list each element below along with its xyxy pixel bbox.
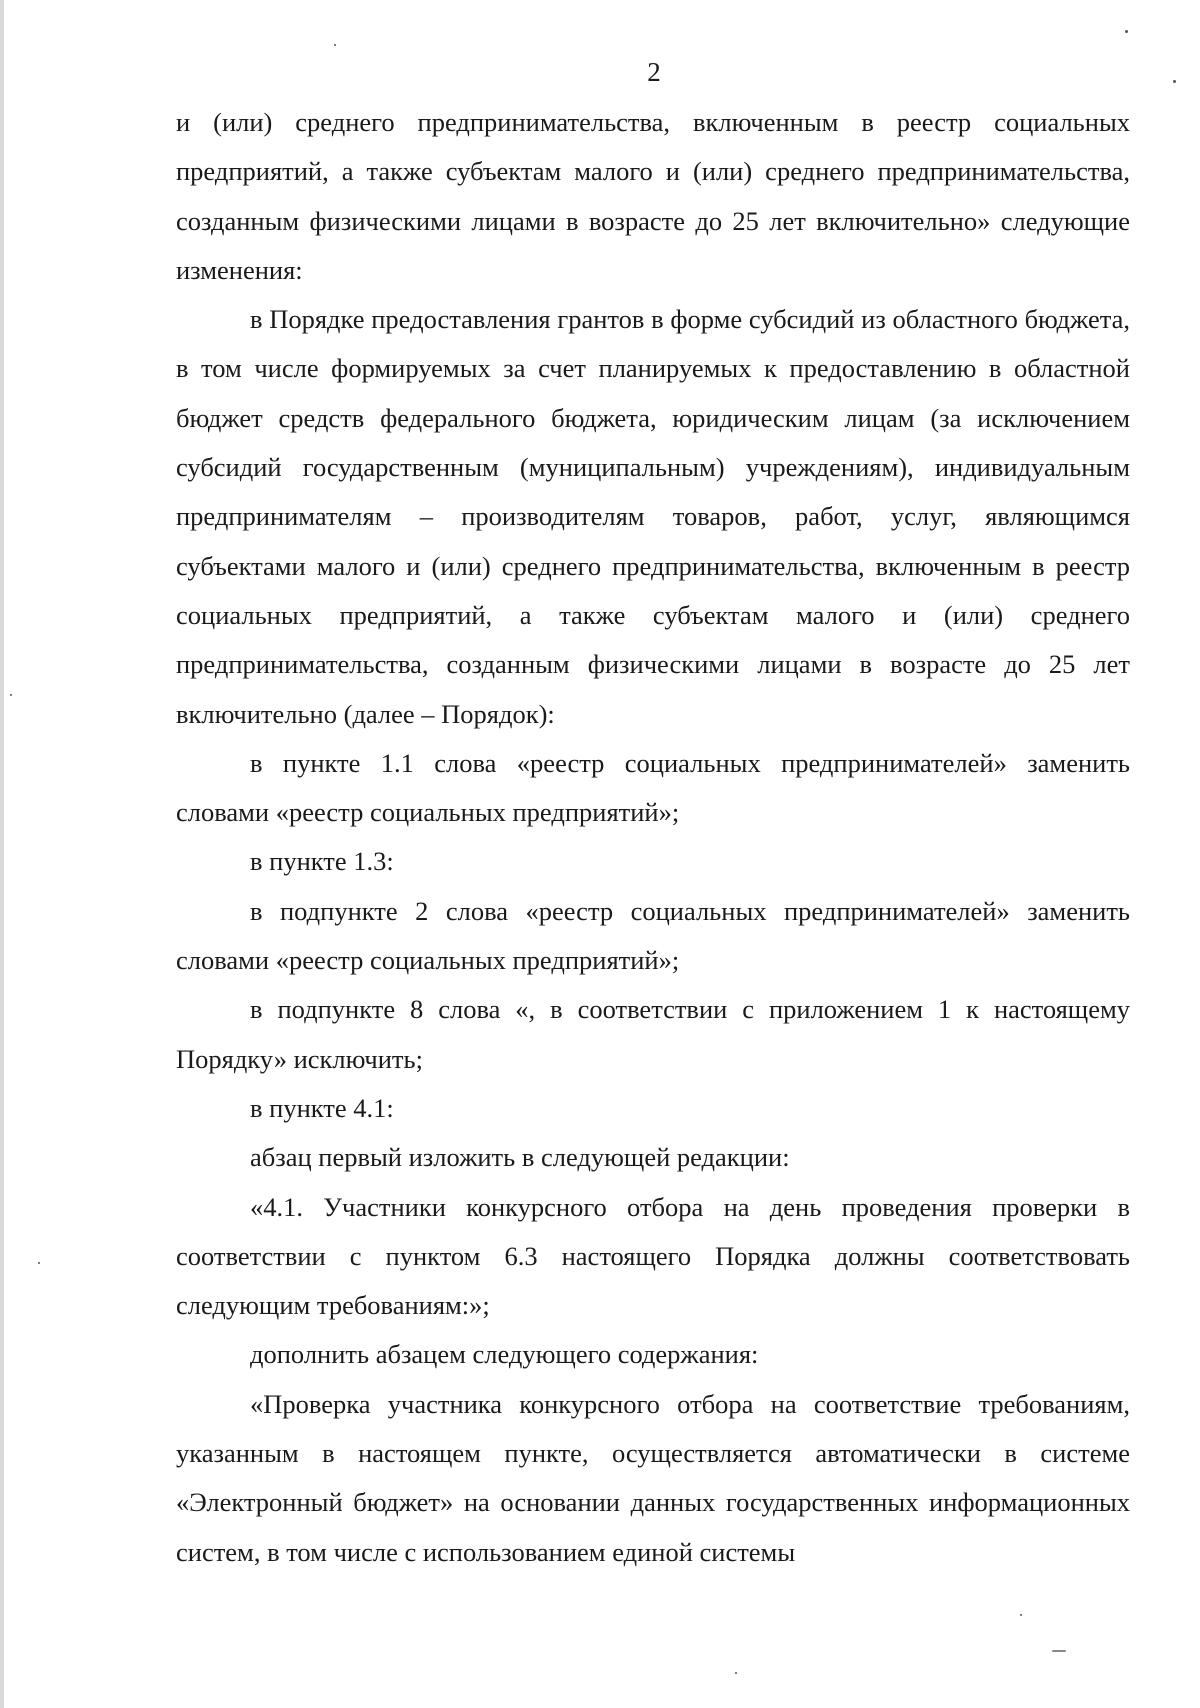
page-number: 2 bbox=[647, 57, 661, 87]
scan-speck bbox=[1052, 1650, 1066, 1652]
paragraph-6: в подпункте 8 слова «, в соответствии с приложением 1 к настоящему Порядку» исключить; bbox=[176, 994, 1130, 1074]
paragraph-9: «4.1. Участники конкурсного отбора на день проведения проверки в соответствии с пунктом 6.3 настоящего Порядка должны соответствовать следующим требованиям:»; bbox=[176, 1191, 1130, 1321]
paragraph-2: в Порядке предоставления грантов в форме субсидий из областного бюджета, в том числе формируемых за счет планируемых к предоставлению в областной бюджет средств федерального бюджета, юридическим лицам (за исключением субсидий государственным (муниципальным) учреждениям), индивидуальным предпринимателям – производителям товаров, работ, услуг, являющимся субъектами малого и (или) среднего предпринимательства, включенным в реестр социальных предприятий, а также субъектам малого и (или) среднего предпринимательства, созданным физическими лицами в возрасте до 25 лет включительно (далее – Порядок): bbox=[176, 304, 1130, 729]
paragraph-8: абзац первый изложить в следующей редакции: bbox=[250, 1142, 790, 1173]
scan-edge bbox=[0, 0, 4, 1708]
scan-speck bbox=[10, 694, 12, 696]
paragraph-7: в пункте 4.1: bbox=[250, 1092, 394, 1123]
document-body bbox=[176, 98, 1130, 1577]
scan-speck bbox=[334, 44, 336, 46]
paragraph-4: в пункте 1.3: bbox=[250, 846, 394, 877]
scan-speck bbox=[1173, 80, 1176, 83]
paragraph-5: в подпункте 2 слова «реестр социальных предпринимателей» заменить словами «реестр социальных предприятий»; bbox=[176, 895, 1130, 976]
scan-speck bbox=[38, 1262, 40, 1264]
paragraph-1: и (или) среднего предпринимательства, включенным в реестр социальных предприятий, а также субъектам малого и (или) среднего предпринимательства, созданным физическими лицами в возрасте до 25 лет включительно» следующие изменения: bbox=[176, 107, 1130, 285]
scan-speck bbox=[735, 1672, 737, 1674]
paragraph-3: в пункте 1.1 слова «реестр социальных предпринимателей» заменить словами «реестр социальных предприятий»; bbox=[176, 747, 1130, 828]
paragraph-11: «Проверка участника конкурсного отбора на соответствие требованиям, указанным в настоящем пункте, осуществляется автоматически в системе «Электронный бюджет» на основании данных государственных информационных систем, в том числе с использованием единой системы bbox=[176, 1388, 1130, 1567]
scan-speck bbox=[1020, 1614, 1022, 1616]
scan-speck bbox=[1125, 30, 1128, 33]
paragraph-10: дополнить абзацем следующего содержания: bbox=[250, 1339, 759, 1370]
